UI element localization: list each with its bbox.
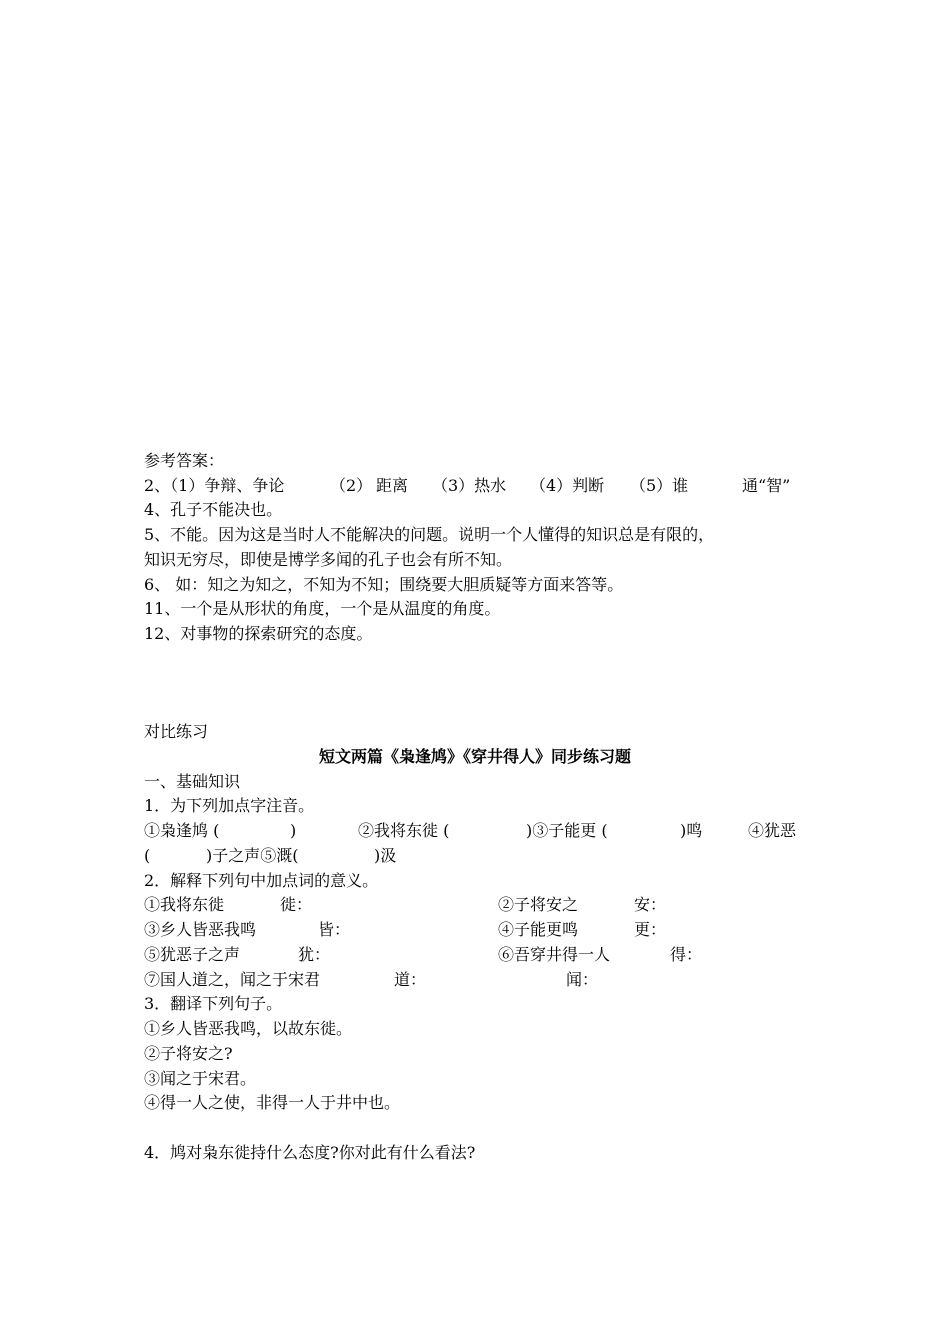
q2-item-4: ④子能更鸣 — [498, 920, 579, 939]
q1-item-e-close: )汲 — [374, 846, 397, 865]
answer-11: 11、一个是从形状的角度，一个是从温度的角度。 — [144, 599, 501, 618]
q3-item-2: ②子将安之? — [144, 1044, 233, 1063]
answer-2-part4: （3）热水 — [432, 476, 507, 495]
q2-item-7-key: 道： — [394, 970, 427, 989]
answers-heading: 参考答案： — [144, 451, 225, 470]
q2-item-5: ⑤犹恶子之声 — [144, 945, 241, 964]
section-basic-knowledge: 一、基础知识 — [144, 772, 241, 791]
q2-item-7: ⑦国人道之，闻之于宋君 — [144, 970, 321, 989]
q2-item-5-key: 犹： — [298, 945, 331, 964]
question-1: 1．为下列加点字注音。 — [144, 796, 315, 815]
q2-item-2-key: 安： — [634, 895, 667, 914]
answer-5-line1: 5、不能。因为这是当时人不能解决的问题。说明一个人懂得的知识总是有限的， — [144, 525, 715, 544]
q2-item-6-key: 得： — [670, 945, 703, 964]
answer-4: 4、孔子不能决也。 — [144, 500, 283, 519]
answer-2-part2: （2） — [330, 476, 373, 495]
question-4: 4．鸠对枭东徙持什么态度?你对此有什么看法? — [144, 1143, 476, 1162]
q2-item-4-key: 更： — [634, 920, 667, 939]
answer-2-part5: （4）判断 — [530, 476, 605, 495]
q1-item-c-close: )鸣 — [680, 821, 703, 840]
q2-item-1-key: 徙： — [280, 895, 313, 914]
q3-item-1: ①乡人皆恶我鸣，以故东徙。 — [144, 1019, 353, 1038]
exercise-label: 对比练习 — [144, 722, 209, 741]
q3-item-3: ③闻之于宋君。 — [144, 1069, 257, 1088]
answer-5-line2: 知识无穷尽，即使是博学多闻的孔子也会有所不知。 — [144, 550, 513, 569]
answer-2-part6: （5）谁 — [630, 476, 689, 495]
answer-2-part1: 2、（1）争辩、争论 — [144, 476, 285, 495]
q1-item-b-close: )③子能更 ( — [526, 821, 608, 840]
q1-item-a-close: ) — [290, 821, 297, 840]
q1-item-d-rest: )子之声⑤溉( — [206, 846, 299, 865]
q3-item-4: ④得一人之使，非得一人于井中也。 — [144, 1093, 401, 1112]
q1-item-d: ④犹恶 — [748, 821, 797, 840]
question-3: 3．翻译下列句子。 — [144, 994, 283, 1013]
q1-item-a: ①枭逢鸠 ( — [144, 821, 220, 840]
answer-2-part7: 通“智” — [742, 476, 791, 495]
q1-item-d-open: ( — [144, 846, 151, 865]
answer-6: 6、 如：知之为知之，不知为不知；围绕要大胆质疑等方面来答等。 — [144, 575, 624, 594]
question-2: 2．解释下列句中加点词的意义。 — [144, 871, 379, 890]
q2-item-1: ①我将东徙 — [144, 895, 225, 914]
answer-12: 12、对事物的探索研究的态度。 — [144, 624, 373, 643]
q2-item-7-key2: 闻： — [566, 970, 599, 989]
q2-item-3: ③乡人皆恶我鸣 — [144, 920, 257, 939]
exercise-title: 短文两篇《枭逢鸠》《穿井得人》同步练习题 — [318, 747, 631, 766]
q2-item-2: ②子将安之 — [498, 895, 579, 914]
q1-item-b: ②我将东徙 ( — [358, 821, 450, 840]
answer-2-part3: 距离 — [376, 476, 409, 495]
q2-item-3-key: 皆： — [318, 920, 351, 939]
q2-item-6: ⑥吾穿井得一人 — [498, 945, 611, 964]
